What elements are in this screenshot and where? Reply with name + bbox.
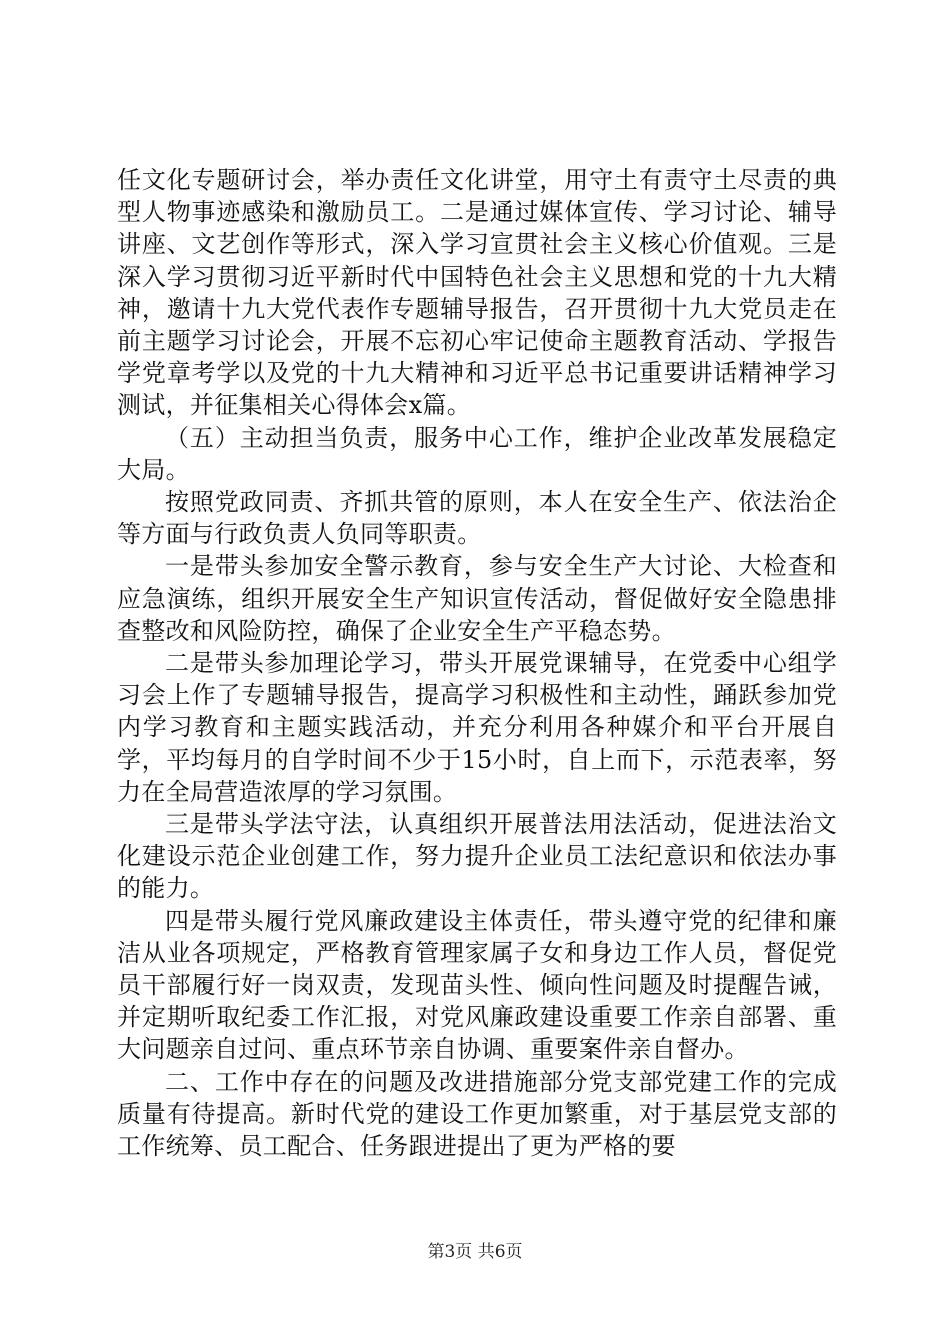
paragraph-problems: 二、工作中存在的问题及改进措施部分党支部党建工作的完成质量有待提高。新时代党的建设工作更加繁重，对于基层党支部的工作统筹、员工配合、任务跟进提出了更为严格的要 <box>117 1067 837 1161</box>
paragraph-section-heading: （五）主动担当负责，服务中心工作，维护企业改革发展稳定大局。 <box>117 423 837 484</box>
paragraph-continuation: 任文化专题研讨会，举办责任文化讲堂，用守土有责守土尽责的典型人物事迹感染和激励员工。二是通过媒体宣传、学习讨论、辅导讲座、文艺创作等形式，深入学习宣贯社会主义核心价值观。三是深入学习贯彻习近平新时代中国特色社会主义思想和党的十九大精神，邀请十九大党代表作专题辅导报告，召开贯彻十九大党员走在前主题学习讨论会，开展不忘初心牢记使命主题教育活动、学报告学党章考学以及党的十九大精神和习近平总书记重要讲话精神学习测试，并征集相关心得体会x篇。 <box>117 166 837 420</box>
document-body <box>117 164 837 1162</box>
paragraph-principle: 按照党政同责、齐抓共管的原则，本人在安全生产、依法治企等方面与行政负责人负同等职责。 <box>117 488 837 549</box>
paragraph-point-two: 二是带头参加理论学习，带头开展党课辅导，在党委中心组学习会上作了专题辅导报告，提高学习积极性和主动性，踊跃参加党内学习教育和主题实践活动，并充分利用各种媒介和平台开展自学，平均每月的自学时间不少于15小时，自上而下，示范表率，努力在全局营造浓厚的学习氛围。 <box>117 649 837 806</box>
paragraph-point-one: 一是带头参加安全警示教育，参与安全生产大讨论、大检查和应急演练，组织开展安全生产知识宣传活动，督促做好安全隐患排查整改和风险防控，确保了企业安全生产平稳态势。 <box>117 552 837 645</box>
page-number-footer: 第3页 共6页 <box>427 1242 523 1262</box>
paragraph-point-three: 三是带头学法守法，认真组织开展普法用法活动，促进法治文化建设示范企业创建工作，努力提升企业员工法纪意识和依法办事的能力。 <box>117 810 837 903</box>
paragraph-point-four: 四是带头履行党风廉政建设主体责任，带头遵守党的纪律和廉洁从业各项规定，严格教育管理家属子女和身边工作人员，督促党员干部履行好一岗双责，发现苗头性、倾向性问题及时提醒告诫，并定期听取纪委工作汇报，对党风廉政建设重要工作亲自部署、重大问题亲自过问、重点环节亲自协调、重要案件亲自督办。 <box>117 906 837 1064</box>
